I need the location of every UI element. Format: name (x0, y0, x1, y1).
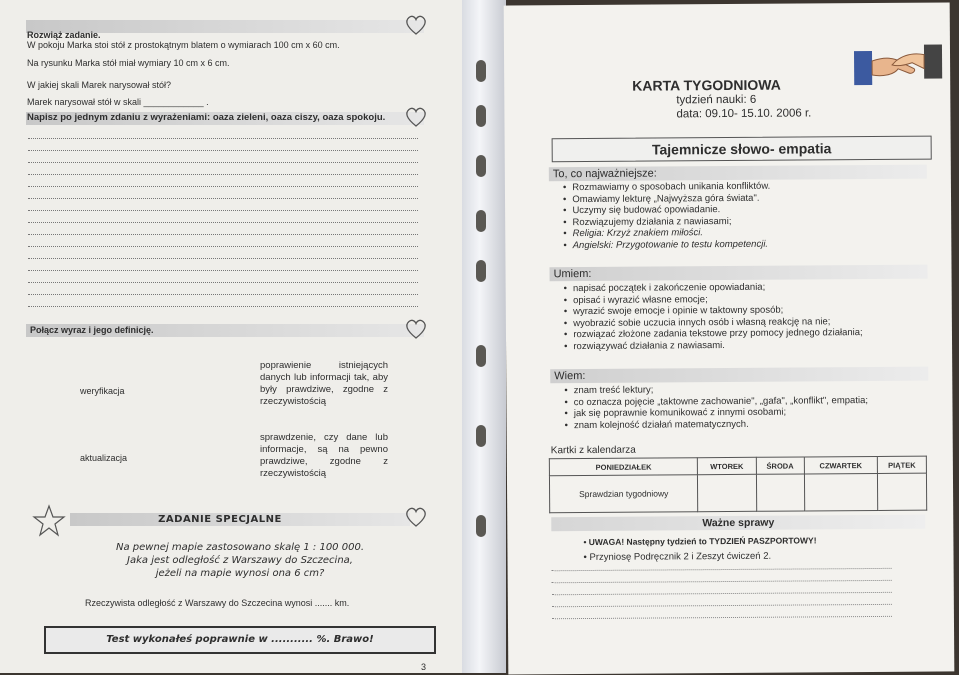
special-line1: Na pewnej mapie zastosowano skalę 1 : 100 000. (116, 542, 364, 553)
section-heading-umiem: Umiem: (549, 265, 927, 282)
writing-line[interactable] (552, 580, 892, 583)
list-item: • co oznacza pojęcie „taktowne zachowanie", „gafa", „konflikt", empatia; (564, 395, 868, 409)
list-item: • rozwiązywać działania z nawiasami. (564, 339, 863, 353)
writing-line[interactable] (28, 210, 418, 211)
list-item: • wyobrazić sobie uczucia innych osób i własną reakcję na nie; (564, 316, 863, 330)
task1-line1: W pokoju Marka stoi stół z prostokątnym blatem o wymiarach 100 cm x 60 cm. (27, 40, 340, 50)
result-box (44, 626, 436, 654)
wiem-list (564, 383, 868, 431)
special-answer-line: Rzeczywista odległość z Warszawy do Szczecina wynosi ....... km. (85, 598, 350, 608)
writing-line[interactable] (28, 150, 418, 151)
day-header: PIĄTEK (877, 456, 926, 473)
binder-hole (476, 515, 486, 537)
topic-title: Tajemnicze słowo- empatia (552, 136, 932, 163)
binder-hole (476, 155, 486, 177)
writing-line[interactable] (552, 568, 892, 571)
task3-heading: Połącz wyraz i jego definicję. (30, 325, 154, 335)
list-item: • wyrazić swoje emocje i opinie w taktowny sposób; (564, 304, 863, 318)
calendar-cell[interactable] (698, 474, 756, 511)
binder-spine (462, 0, 506, 673)
date-range: data: 09.10- 15.10. 2006 r. (676, 107, 812, 121)
special-line2: Jaka jest odległość z Warszawy do Szczecina, (127, 555, 353, 566)
list-item: • rozwiązać złożone zadania tekstowe przy pomocy jednego działania; (564, 327, 863, 341)
day-header: ŚRODA (756, 457, 804, 474)
calendar-cell: Sprawdzian tygodniowy (549, 475, 698, 513)
writing-line[interactable] (552, 616, 892, 619)
important-item-2: • Przyniosę Podręcznik 2 i Zeszyt ćwiczeń 2. (583, 550, 772, 564)
list-item: • Omawiamy lekturę „Najwyższa góra świata". (563, 192, 770, 205)
word-aktualizacja[interactable]: aktualizacja (80, 453, 128, 463)
calendar-cell[interactable] (804, 473, 877, 511)
star-icon (32, 504, 66, 538)
handshake-icon (852, 38, 944, 89)
important-heading: Ważne sprawy (551, 515, 925, 532)
list-item: • znam kolejność działań matematycznych. (565, 418, 869, 432)
list-item: • Rozwiązujemy działania z nawiasami; (563, 215, 770, 228)
task2-heading: Napisz po jednym zdaniu z wyrażeniami: oaza zieleni, oaza ciszy, oaza spokoju. (27, 112, 386, 123)
writing-line[interactable] (28, 294, 418, 295)
writing-line[interactable] (552, 592, 892, 595)
writing-line[interactable] (28, 258, 418, 259)
definition-2[interactable]: sprawdzenie, czy dane lub informacje, są na pewno prawdziwe, zgodne z rzeczywistością (260, 432, 388, 479)
list-item: • Religia: Krzyż znakiem miłości. (563, 227, 770, 240)
main-list (563, 181, 771, 251)
task1-answer-line: Marek narysował stół w skali ____________ . (27, 97, 209, 107)
binder-hole (476, 425, 486, 447)
page-number: 3 (421, 662, 427, 672)
binder-hole (476, 105, 486, 127)
task1-heading: Rozwiąż zadanie. (27, 30, 101, 40)
writing-line[interactable] (28, 186, 418, 187)
writing-line[interactable] (28, 174, 418, 175)
task1-question: W jakiej skali Marek narysował stół? (27, 80, 172, 90)
special-text (70, 541, 410, 580)
list-item: • znam treść lektury; (564, 383, 868, 397)
writing-line[interactable] (28, 138, 418, 139)
card-title: KARTA TYGODNIOWA (632, 76, 781, 94)
writing-line[interactable] (28, 282, 418, 283)
writing-line[interactable] (28, 162, 418, 163)
result-text: Test wykonałeś poprawnie w ........... %. Brawo! (106, 634, 374, 645)
list-item: • opisać i wyrazić własne emocje; (564, 293, 863, 307)
binder-hole (476, 60, 486, 82)
heart-icon (404, 106, 428, 128)
section-heading-wiem: Wiem: (550, 367, 928, 384)
important-item-1: • UWAGA! Następny tydzień to TYDZIEŃ PASZPORTOWY! (583, 535, 817, 548)
list-item: • Uczymy się budować opowiadanie. (563, 204, 770, 217)
calendar-cell[interactable] (877, 473, 926, 510)
heart-icon (404, 506, 428, 528)
right-weekly-card-page (504, 2, 955, 674)
calendar-heading: Kartki z kalendarza (550, 444, 636, 457)
special-line3: jeżeli na mapie wynosi ona 6 cm? (155, 568, 325, 579)
writing-line[interactable] (28, 234, 418, 235)
writing-line[interactable] (28, 222, 418, 223)
writing-line[interactable] (552, 604, 892, 607)
binder-hole (476, 210, 486, 232)
heart-icon (404, 14, 428, 36)
calendar-table (549, 456, 927, 514)
calendar-cell[interactable] (756, 474, 805, 511)
list-item: • jak się poprawnie komunikować z innymi osobami; (564, 406, 868, 420)
binder-hole (476, 345, 486, 367)
writing-line[interactable] (28, 198, 418, 199)
week-number: tydzień nauki: 6 (676, 93, 757, 107)
special-heading: ZADANIE SPECJALNE (158, 514, 282, 525)
section-heading-main: To, co najważniejsze: (549, 165, 927, 182)
left-worksheet-page (0, 0, 462, 673)
list-item: • Rozmawiamy o sposobach unikania konfliktów. (563, 181, 770, 194)
word-weryfikacja[interactable]: weryfikacja (80, 386, 125, 396)
writing-line[interactable] (28, 306, 418, 307)
day-header: CZWARTEK (804, 456, 877, 474)
umiem-list (564, 281, 863, 352)
day-header: PONIEDZIAŁEK (549, 458, 697, 476)
list-item: • napisać początek i zakończenie opowiadania; (564, 281, 863, 295)
writing-line[interactable] (28, 246, 418, 247)
day-header: WTOREK (698, 457, 756, 474)
definition-1[interactable]: poprawienie istniejących danych lub informacji tak, aby były prawdziwe, zgodne z rzeczywistością (260, 360, 388, 407)
heart-icon (404, 318, 428, 340)
writing-line[interactable] (28, 270, 418, 271)
binder-hole (476, 260, 486, 282)
task1-line2: Na rysunku Marka stół miał wymiary 10 cm x 6 cm. (27, 58, 230, 68)
list-item: • Angielski: Przygotowanie to testu kompetencji. (563, 238, 770, 251)
